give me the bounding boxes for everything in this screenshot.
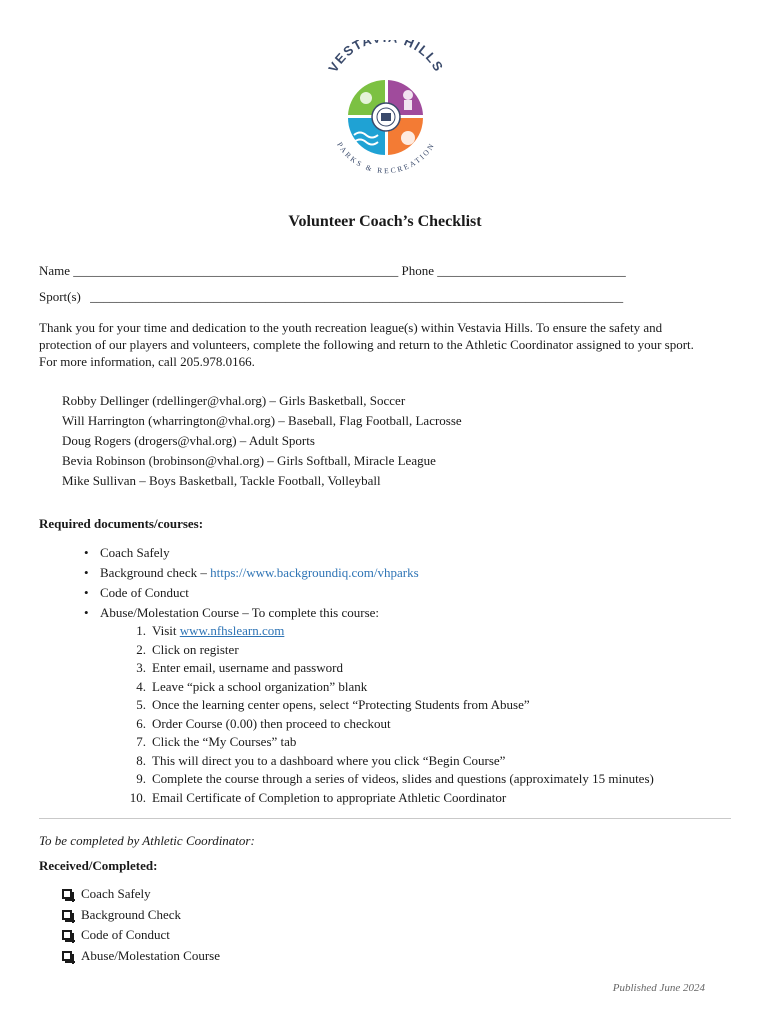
step-item: 10. Email Certificate of Completion to appropriate Athletic Coordinator xyxy=(129,789,507,805)
step-item: 5. Once the learning center opens, select “Protecting Students from Abuse” xyxy=(136,697,530,712)
name-phone-row xyxy=(39,263,626,279)
logo-graphic xyxy=(318,40,453,200)
list-item: • Background check – https://www.backgroundiq.com/vhparks xyxy=(84,563,419,583)
sport-field[interactable]: __________________________________________________________________________________ xyxy=(90,289,624,304)
step-item: 2. Click on register xyxy=(136,641,239,657)
step-item: 3. Enter email, username and password xyxy=(136,660,343,675)
sport-row xyxy=(39,289,623,305)
page-title: Volunteer Coach’s Checklist xyxy=(288,213,482,230)
coordinator-contacts xyxy=(62,391,462,491)
checklist-item: Code of Conduct xyxy=(62,925,220,946)
list-item: • Coach Safely xyxy=(84,543,419,563)
published-date: Published June 2024 xyxy=(612,982,705,994)
received-heading: Received/Completed: xyxy=(39,858,158,873)
vestavia-hills-logo xyxy=(318,40,453,200)
checklist-item: Abuse/Molestation Course xyxy=(62,946,220,967)
required-heading: Required documents/courses: xyxy=(39,516,204,531)
step-item: 9. Complete the course through a series of videos, slides and questions (approximately 15 minutes) xyxy=(136,771,654,786)
nfhs-link[interactable]: www.nfhslearn.com xyxy=(179,623,285,638)
phone-field[interactable]: _____________________________ xyxy=(437,263,626,278)
svg-text:PARKS & RECREATION: PARKS & RECREATION xyxy=(335,140,437,176)
coordinator-note: To be completed by Athletic Coordinator: xyxy=(39,833,255,848)
name-label: Name xyxy=(39,263,71,278)
checkbox[interactable] xyxy=(62,951,72,961)
step-item: 7. Click the “My Courses” tab xyxy=(136,734,297,749)
checkbox[interactable] xyxy=(62,910,72,920)
checkbox[interactable] xyxy=(62,889,72,899)
name-field[interactable]: __________________________________________________ xyxy=(73,263,399,278)
course-steps xyxy=(118,622,654,807)
list-item: • Abuse/Molestation Course – To complete this course: xyxy=(84,603,419,623)
step-item: 4. Leave “pick a school organization” blank xyxy=(136,678,368,694)
phone-label: Phone xyxy=(401,263,435,278)
contact-item: Will Harrington (wharrington@vhal.org) – Baseball, Flag Football, Lacrosse xyxy=(62,413,462,428)
checklist-item: Background Check xyxy=(62,905,220,926)
contact-item: Bevia Robinson (brobinson@vhal.org) – Girls Softball, Miracle League xyxy=(62,453,436,468)
required-list xyxy=(84,543,419,623)
section-divider xyxy=(39,818,731,819)
background-check-link[interactable]: https://www.backgroundiq.com/vhparks xyxy=(210,565,419,580)
intro-paragraph: Thank you for your time and dedication to the youth recreation league(s) within Vestavia Hills. To ensure the safety and protection of our players and volunteers, complete the following and return to the Athletic Coordinator assigned to your sport. For more information, call 205.978.0166. xyxy=(39,320,694,369)
contact-item: Doug Rogers (drogers@vhal.org) – Adult Sports xyxy=(62,433,315,448)
svg-text:VESTAVIA HILLS: VESTA HILLS xyxy=(325,40,447,75)
received-checklist xyxy=(62,884,220,966)
step-item: 6. Order Course (0.00) then proceed to checkout xyxy=(136,715,391,731)
contact-item: Robby Dellinger (rdellinger@vhal.org) – Girls Basketball, Soccer xyxy=(62,393,406,408)
contact-item: Mike Sullivan – Boys Basketball, Tackle Football, Volleyball xyxy=(62,473,381,488)
sport-label: Sport(s) xyxy=(39,289,81,304)
checkbox[interactable] xyxy=(62,930,72,940)
step-item: 8. This will direct you to a dashboard where you click “Begin Course” xyxy=(136,752,506,768)
checklist-item: Coach Safely xyxy=(62,884,220,905)
list-item: • Code of Conduct xyxy=(84,583,419,603)
step-item: 1. Visit www.nfhslearn.com xyxy=(136,623,285,638)
